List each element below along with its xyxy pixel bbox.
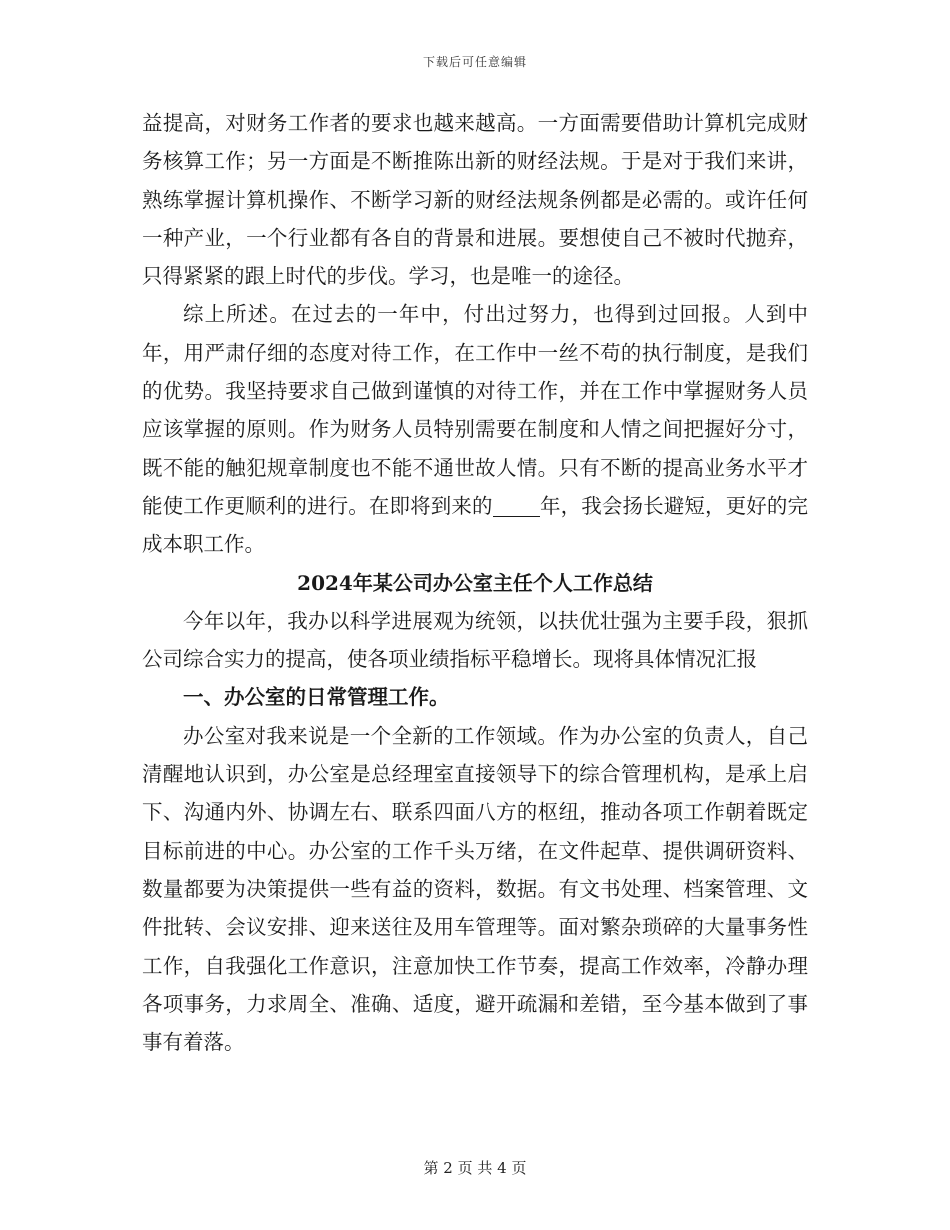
year-blank-underline — [493, 495, 540, 517]
page-number: 第 2 页 共 4 页 — [423, 1159, 527, 1177]
section-heading-1: 一、办公室的日常管理工作。 — [183, 685, 450, 710]
paragraph-intro: 今年以年，我办以科学进展观为统领，以扶优壮强为主要手段，狠抓公司综合实力的提高，使各项业绩指标平稳增长。现将具体情况汇报 — [142, 608, 808, 672]
summary-text-after-blank: 年，我会扬长避短，更好的完成本职工作。 — [142, 493, 808, 557]
document-title: 2024年某公司办公室主任个人工作总结 — [297, 570, 653, 595]
paragraph-continued: 益提高，对财务工作者的要求也越来越高。一方面需要借助计算机完成财务核算工作；另一方面是不断推陈出新的财经法规。于是对于我们来讲，熟练掌握计算机操作、不断学习新的财经法规条例都是必需的。或许任何一种产业，一个行业都有各自的背景和进展。要想使自己不被时代抛弃，只得紧紧的跟上时代的步伐。学习，也是唯一的途径。 — [142, 111, 808, 289]
summary-text-before-blank: 综上所述。在过去的一年中，付出过努力，也得到过回报。人到中年，用严肃仔细的态度对待工作，在工作中一丝不苟的执行制度，是我们的优势。我坚持要求自己做到谨慎的对待工作，并在工作中掌握财务人员应该掌握的原则。作为财务人员特别需要在制度和人情之间把握好分寸，既不能的触犯规章制度也不能不通世故人情。只有不断的提高业务水平才能使工作更顺利的进行。在即将到来的 — [142, 302, 808, 518]
paragraph-summary — [142, 295, 808, 563]
paragraph-office-management: 办公室对我来说是一个全新的工作领域。作为办公室的负责人，自己清醒地认识到，办公室是总经理室直接领导下的综合管理机构，是承上启下、沟通内外、协调左右、联系四面八方的枢纽，推动各项工作朝着既定目标前进的中心。办公室的工作千头万绪，在文件起草、提供调研资料、数量都要为决策提供一些有益的资料，数据。有文书处理、档案管理、文件批转、会议安排、迎来送往及用车管理等。面对繁杂琐碎的大量事务性工作，自我强化工作意识，注意加快工作节奏，提高工作效率，冷静办理各项事务，力求周全、准确、适度，避开疏漏和差错，至今基本做到了事事有着落。 — [142, 723, 808, 1055]
document-body — [142, 104, 808, 1061]
page-header-note: 下载后可任意编辑 — [422, 55, 527, 69]
